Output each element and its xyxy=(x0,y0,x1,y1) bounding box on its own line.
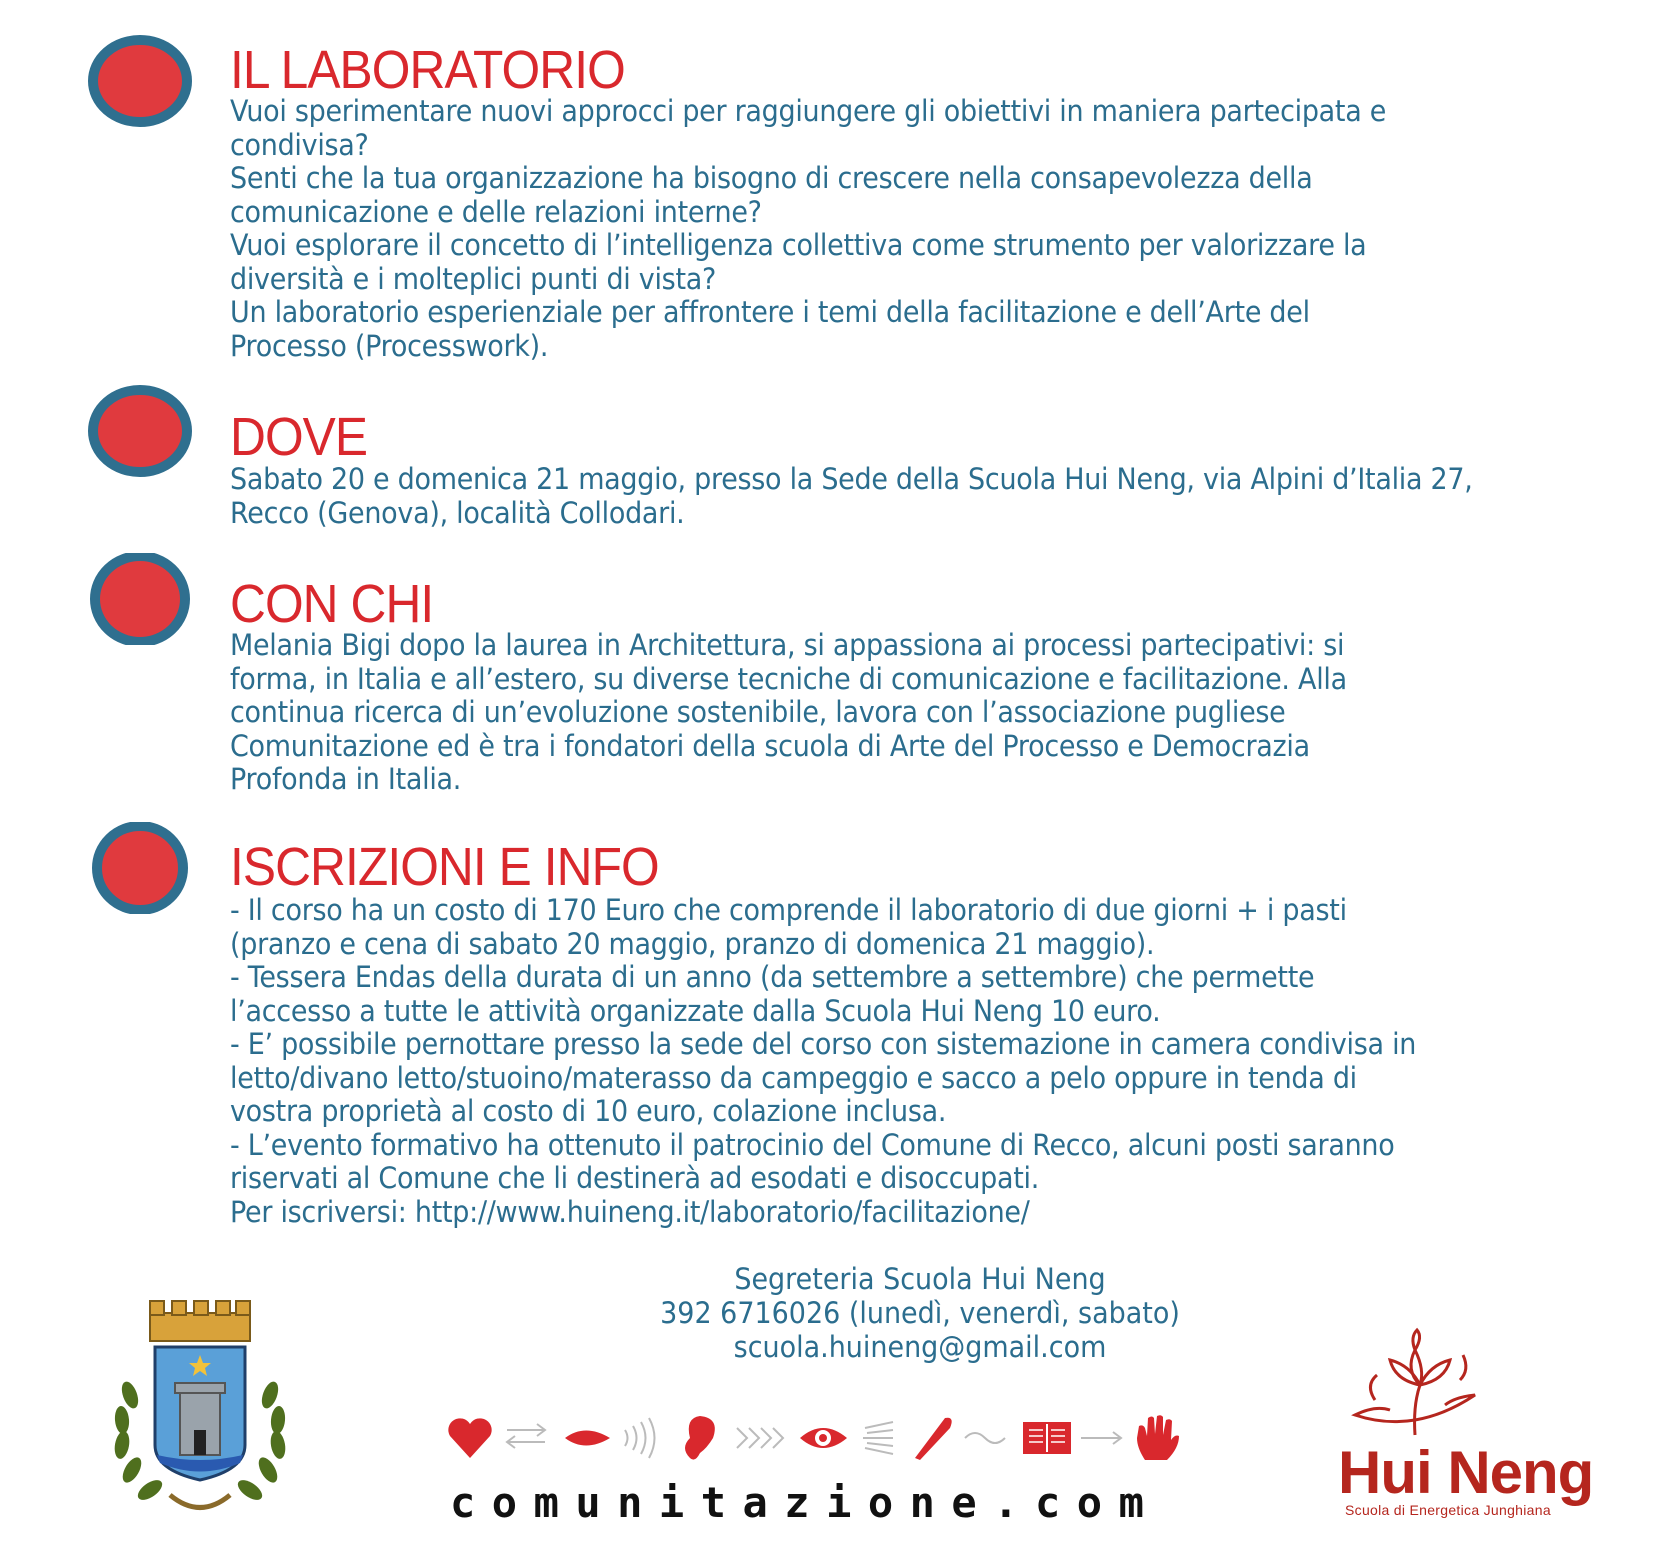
bullet-circle-icon xyxy=(88,35,192,127)
text-line: letto/divano letto/stuoino/materasso da campeggio e sacco a pelo oppure in tenda di xyxy=(230,1060,1357,1095)
contact-title: Segreteria Scuola Hui Neng xyxy=(734,1262,1106,1296)
ear-icon xyxy=(685,1416,715,1460)
section-heading: CON CHI xyxy=(230,574,434,634)
arrows-icon xyxy=(507,1424,545,1448)
contact-email[interactable]: scuola.huineng@gmail.com xyxy=(733,1330,1107,1364)
section-body xyxy=(230,95,1386,363)
heart-icon xyxy=(448,1418,491,1458)
text-line: Profonda in Italia. xyxy=(230,762,462,796)
text-line: - E’ possibile pernottare presso la sede del corso con sistemazione in camera condivisa in xyxy=(230,1027,1417,1061)
logo-subtitle: Scuola di Energetica Junghiana xyxy=(1345,1502,1551,1518)
text-line: Vuoi esplorare il concetto di l’intelligenza collettiva come strumento per valorizzare la xyxy=(230,228,1367,262)
text-line: Sabato 20 e domenica 21 maggio, presso la Sede della Scuola Hui Neng, via Alpini d’Italia 27, xyxy=(230,462,1473,496)
bullet-circle-icon xyxy=(88,385,192,477)
lotus-logo-icon xyxy=(1335,1325,1495,1440)
text-line: Comunitazione ed è tra i fondatori della scuola di Arte del Processo e Democrazia xyxy=(230,728,1310,763)
logo-name: Hui Neng xyxy=(1338,1439,1594,1506)
text-line: (pranzo e cena di sabato 20 maggio, pranzo di domenica 21 maggio). xyxy=(230,926,1155,961)
text-line: Recco (Genova), località Collodari. xyxy=(230,495,685,530)
book-icon xyxy=(1023,1422,1071,1454)
section-body xyxy=(230,894,1416,1229)
section-heading: ISCRIZIONI E INFO xyxy=(230,837,659,897)
quill-icon xyxy=(915,1418,952,1460)
text-line: condivisa? xyxy=(230,127,369,162)
text-line: Melania Bigi dopo la laurea in Architettura, si appassiona ai processi partecipativi: si xyxy=(230,628,1345,662)
text-line: Processo (Processwork). xyxy=(230,328,549,363)
bullet-circle-icon xyxy=(88,553,192,645)
text-line: continua ricerca di un’evoluzione sostenibile, lavora con l’associazione pugliese xyxy=(230,695,1286,729)
brand-wordmark: comunitazione.com xyxy=(450,1478,1161,1527)
text-line: - Il corso ha un costo di 170 Euro che comprende il laboratorio di due giorni + i pasti xyxy=(230,893,1347,927)
section-body xyxy=(230,629,1347,797)
communication-icons-row xyxy=(445,1408,1215,1468)
section-heading: IL LABORATORIO xyxy=(230,40,625,100)
text-line: comunicazione e delle relazioni interne? xyxy=(230,194,762,229)
section-heading: DOVE xyxy=(230,407,368,467)
chevrons-icon xyxy=(737,1428,783,1448)
arrow-icon xyxy=(1081,1432,1121,1444)
text-line: riservati al Comune che li destinerà ad esodati e disoccupati. xyxy=(230,1161,1040,1195)
sound-waves-icon xyxy=(625,1418,655,1458)
rays-icon xyxy=(863,1422,893,1454)
text-line: l’accesso a tutte le attività organizzate dalla Scuola Hui Neng 10 euro. xyxy=(230,993,1161,1028)
text-line: Vuoi sperimentare nuovi approcci per raggiungere gli obiettivi in maniera partecipata e xyxy=(230,94,1387,128)
hand-icon xyxy=(1137,1415,1179,1460)
wave-icon xyxy=(965,1433,1005,1443)
text-line: Senti che la tua organizzazione ha bisogno di crescere nella consapevolezza della xyxy=(230,161,1313,195)
text-line: Un laboratorio esperienziale per affrontere i temi della facilitazione e dell’Arte del xyxy=(230,295,1310,329)
municipal-crest-icon xyxy=(100,1295,300,1525)
contact-phone: 392 6716026 (lunedì, venerdì, sabato) xyxy=(660,1296,1180,1330)
text-line: - Tessera Endas della durata di un anno (da settembre a settembre) che permette xyxy=(230,960,1315,994)
eye-icon xyxy=(800,1428,847,1448)
text-line: diversità e i molteplici punti di vista? xyxy=(230,261,717,296)
text-line: forma, in Italia e all’estero, su diverse tecniche di comunicazione e facilitazione. Alla xyxy=(230,661,1347,696)
registration-link[interactable]: Per iscriversi: http://www.huineng.it/laboratorio/facilitazione/ xyxy=(230,1194,1030,1229)
text-line: - L’evento formativo ha ottenuto il patrocinio del Comune di Recco, alcuni posti saranno xyxy=(230,1127,1395,1162)
bullet-circle-icon xyxy=(88,822,192,914)
contact-block xyxy=(585,1262,1255,1364)
text-line: vostra proprietà al costo di 10 euro, colazione inclusa. xyxy=(230,1094,947,1128)
section-body xyxy=(230,463,1473,530)
lips-icon xyxy=(565,1431,610,1446)
